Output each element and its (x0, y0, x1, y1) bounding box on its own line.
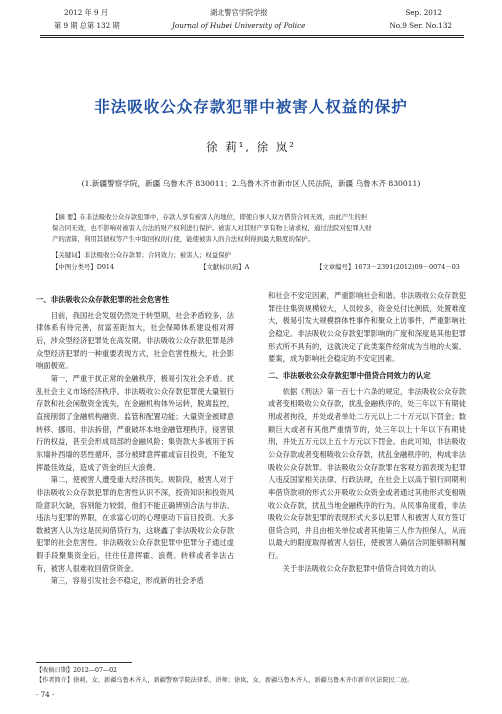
header-rule-2 (40, 37, 464, 38)
header-issue-en: No.9 Ser. No.132 (389, 21, 452, 30)
clc-number: 【中图分类号】D914 (52, 263, 115, 271)
section-heading: 一、非法吸收公众存款犯罪的社会危害性 (36, 295, 170, 304)
keywords: 【关键词】非法吸收公众存款罪；合同效力；被害人；权益保护 (52, 251, 231, 259)
header-journal-en: Journal of Hubei University of Police (172, 21, 306, 30)
section-heading: 二、非法吸收公众存款犯罪中借贷合同效力的认定 (268, 370, 431, 380)
article-number: 【文章编号】1673－2391(2012)09－0074－03 (316, 263, 460, 271)
body-paragraph: 第一，严重干扰正常的金融秩序，极易引发社会矛盾。扰乱社会主义市场经济秩序。非法吸收公众存款犯罪使大量银行存款和社会闲散资金流失，在金融机构体外运转，脱离监控，直接削弱了金融机构融资、监管和配置功能；大量资金被肆意转移、挪用、非法拆借，严重破坏本地金融管理秩序，侵害银行的权益，甚至会形成局部的金融风险；集资款大多被用于拆东墙补西墙的恶性循环，部分被肆意挥霍或盲目投资，不能发挥最佳效益，造成了资金的巨大浪费。 (36, 373, 234, 472)
body-paragraph: 和社会不安定因素，严重影响社会和谐。非法吸收公众存款犯罪往往集资规模较大，人员较多，资金兑付比例低，处置难度大，极易引发大规模群体性事件和聚众上访事件，严重影响社会稳定。非法吸收公众存款犯罪影响的广度和深度是其他犯罪形式所不具有的，这就决定了此类案件经常成为当地的大案、要案，成为影响社会稳定的不安定因素。 (268, 291, 466, 364)
body-paragraph: 第二，使被害人遭受重大经济损失。规阶段，被害人对于非法吸收公众存款犯罪的危害性认识不深，投资知识和投资风险意识欠缺，容别能力较弱，他们不能正确辨别合法与非法、违法与犯罪的界限，在求富心切的心理驱动下盲目投资。大多数被害人认为这是民间借贷行为，这晓鑫了非法吸收公众存款犯罪的社会危害性。非法吸收公众存款犯罪中犯罪分子通过虚假手段聚集资金后，往往任意挥霍、浪费、转移或者非法占有，被害人很难收回借贷资金。 (36, 475, 234, 573)
running-header (40, 8, 464, 54)
body-paragraph: 第三，容易引发社会不稳定，形成新的社会矛盾 (50, 576, 204, 586)
body-paragraph: 依据《刑法》第一百七十六条的规定，非法吸收公众存款或者变相吸收公众存款，扰乱金融秩序的，处三年以下有期徒刑或者拘役，并处或者单处二万元以上二十万元以下罚金；数额巨大或者有其他严重情节的，处三年以上十年以下有期徒刑，并处五万元以上五十万元以下罚金。由此可知，非法吸收公众存款或者变相吸收公众存款，扰乱金融秩序的，构成非法吸收公众存款罪。非法吸收公众存款罪在客观方面表现为犯罪人违反国家相关法律、行政法规，在社会上以高于银行同期利率借贷款项的形式公开吸收公众资金或者通过其他形式变相吸收公众存款，扰乱当地金融秩序的行为。从民事角度看，非法吸收公众存款犯罪的表现形式大多以犯罪人和被害人双方签订借贷合同，并且由相关单位或者其他第三人作为担保人，从而以最大的限度取得被害人信任，使被害人确信合同能够顺利履行。 (268, 386, 466, 561)
abstract (52, 212, 450, 246)
header-date-en: Sep. 2012 (405, 8, 442, 17)
author-affiliation: (1.新疆警察学院，新疆 乌鲁木齐 830011；2.乌鲁木齐市新市区人民法院，新疆 乌鲁木齐 830011) (81, 179, 421, 188)
body-paragraph: 关于非法吸收公众存款犯罪中借贷合同效力的认 (282, 563, 436, 573)
left-column (36, 290, 234, 588)
header-date: 2012 年 9 月 (64, 8, 109, 17)
footnote-rule (36, 662, 132, 663)
header-issue: 第 9 期 总第 132 期 (54, 21, 120, 30)
page-number: · 74 · (36, 690, 55, 699)
received-date: 【收稿日期】2012—07—02 (36, 667, 117, 674)
abstract-line: 保合同无效，也不影响对被害人合法的财产权利进行保护。被害人对其财产享有物上请求权，通过法院对犯罪人财 (52, 224, 372, 233)
body-paragraph: 目前，我国社会发展仍然处于转型期，社会矛盾较多，法律体系有待完善，贫富差距加大，社会保障体系建设相对滞后，涉众型经济犯罪处在高发期。非法吸收公众存款犯罪是涉众型经济犯罪的一种重要表现方式，社会危害性极大，社会影响面极宽。 (36, 310, 234, 371)
right-column (268, 290, 466, 575)
article-title: 非法吸收公众存款犯罪中被害人权益的保护 (94, 97, 408, 116)
doc-code: 【文献标识码】A (200, 263, 250, 271)
header-journal-cn: 湖北警官学院学报 (210, 8, 268, 17)
article-authors: 徐 莉¹, 徐 岚² (206, 140, 296, 154)
author-bio: 【作者简介】徐莉，女，新疆乌鲁木齐人，新疆警察学院法律系，讲师；徐岚，女，新疆乌鲁木齐人，新疆乌鲁木齐市新市区法院民二庭。 (36, 677, 414, 684)
abstract-line: 【摘 要】在非法吸收公众存款犯罪中，存款人享有被害人的地位，即使自事人双方借贷合同无效，由此产生的担 (52, 213, 368, 221)
header-rule (40, 35, 464, 36)
abstract-line: 产的清算，利用其债权等产生中取回权的行使，能使被害人的合法权利得到最大限度的保护。 (52, 235, 315, 244)
